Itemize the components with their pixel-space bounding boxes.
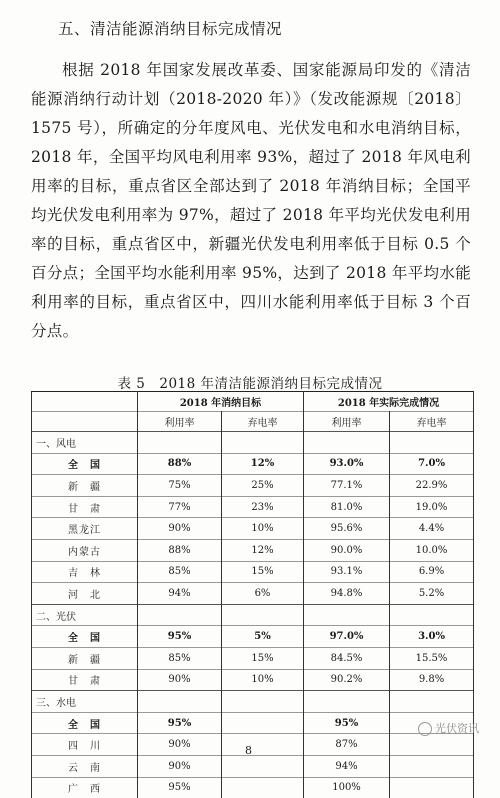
utilization-cell: 90% bbox=[138, 755, 222, 777]
region-name: 全 国 bbox=[32, 712, 138, 734]
region-name: 四 川 bbox=[32, 734, 138, 756]
curtailment-cell: 4.4% bbox=[390, 518, 474, 540]
table-row bbox=[32, 475, 474, 497]
table-row bbox=[32, 669, 474, 691]
curtailment-cell bbox=[222, 755, 304, 777]
empty-cell bbox=[390, 432, 474, 454]
table-row bbox=[32, 453, 474, 475]
curtailment-cell: 9.8% bbox=[390, 669, 474, 691]
section-title: 一、风电 bbox=[32, 432, 138, 454]
utilization-cell: 95.6% bbox=[304, 518, 390, 540]
region-name: 甘 肃 bbox=[32, 669, 138, 691]
utilization-cell: 93.1% bbox=[304, 561, 390, 583]
utilization-cell: 77.1% bbox=[304, 475, 390, 497]
section-row bbox=[32, 691, 474, 713]
curtailment-cell bbox=[222, 777, 304, 798]
utilization-cell: 77% bbox=[138, 496, 222, 518]
curtailment-cell: 5.2% bbox=[390, 583, 474, 605]
watermark-text: 光伏资讯 bbox=[435, 722, 479, 735]
header-blank-cell bbox=[32, 412, 138, 432]
table-row bbox=[32, 561, 474, 583]
region-name: 新 疆 bbox=[32, 647, 138, 669]
utilization-cell: 94% bbox=[138, 583, 222, 605]
utilization-cell: 97.0% bbox=[304, 626, 390, 648]
table-caption: 表 5 2018 年清洁能源消纳目标完成情况 bbox=[117, 376, 383, 392]
utilization-cell: 94.8% bbox=[304, 583, 390, 605]
empty-cell bbox=[304, 691, 390, 713]
curtailment-cell bbox=[222, 734, 304, 756]
empty-cell bbox=[222, 691, 304, 713]
curtailment-cell bbox=[222, 712, 304, 734]
curtailment-cell: 23% bbox=[222, 496, 304, 518]
table-row bbox=[32, 496, 474, 518]
table-sub-header-row bbox=[32, 412, 474, 432]
utilization-cell: 84.5% bbox=[304, 647, 390, 669]
curtailment-cell: 6.9% bbox=[390, 561, 474, 583]
subheader-curtailment: 弃电率 bbox=[222, 412, 304, 432]
region-name: 全 国 bbox=[32, 626, 138, 648]
table-row bbox=[32, 755, 474, 777]
consumption-target-table bbox=[31, 391, 474, 798]
table-row bbox=[32, 626, 474, 648]
table-row bbox=[32, 583, 474, 605]
region-name: 云 南 bbox=[32, 755, 138, 777]
section-title: 二、光伏 bbox=[32, 604, 138, 626]
utilization-cell: 95% bbox=[138, 626, 222, 648]
utilization-cell: 95% bbox=[138, 712, 222, 734]
utilization-cell: 75% bbox=[138, 475, 222, 497]
utilization-cell: 95% bbox=[138, 777, 222, 798]
curtailment-cell: 5% bbox=[222, 626, 304, 648]
curtailment-cell: 6% bbox=[222, 583, 304, 605]
utilization-cell: 90.0% bbox=[304, 539, 390, 561]
utilization-cell: 100% bbox=[304, 777, 390, 798]
utilization-cell: 85% bbox=[138, 647, 222, 669]
section-row bbox=[32, 432, 474, 454]
curtailment-cell: 7.0% bbox=[390, 453, 474, 475]
utilization-cell: 90% bbox=[138, 669, 222, 691]
curtailment-cell: 19.0% bbox=[390, 496, 474, 518]
empty-cell bbox=[138, 691, 222, 713]
curtailment-cell: 10% bbox=[222, 669, 304, 691]
wechat-icon bbox=[418, 722, 432, 736]
curtailment-cell: 25% bbox=[222, 475, 304, 497]
empty-cell bbox=[138, 604, 222, 626]
section-row bbox=[32, 604, 474, 626]
page-number: 8 bbox=[245, 744, 252, 757]
curtailment-cell bbox=[390, 734, 474, 756]
curtailment-cell: 10.0% bbox=[390, 539, 474, 561]
utilization-cell: 88% bbox=[138, 453, 222, 475]
subheader-utilization: 利用率 bbox=[304, 412, 390, 432]
curtailment-cell: 22.9% bbox=[390, 475, 474, 497]
curtailment-cell: 10% bbox=[222, 518, 304, 540]
curtailment-cell bbox=[390, 755, 474, 777]
utilization-cell: 90% bbox=[138, 734, 222, 756]
table-row bbox=[32, 539, 474, 561]
utilization-cell: 90% bbox=[138, 518, 222, 540]
curtailment-cell: 15% bbox=[222, 647, 304, 669]
utilization-cell: 93.0% bbox=[304, 453, 390, 475]
utilization-cell: 88% bbox=[138, 539, 222, 561]
empty-cell bbox=[222, 432, 304, 454]
region-name: 河 北 bbox=[32, 583, 138, 605]
curtailment-cell: 12% bbox=[222, 539, 304, 561]
header-actual: 2018 年实际完成情况 bbox=[304, 392, 474, 412]
region-name: 全 国 bbox=[32, 453, 138, 475]
table-row bbox=[32, 734, 474, 756]
utilization-cell: 95% bbox=[304, 712, 390, 734]
subheader-curtailment: 弃电率 bbox=[390, 412, 474, 432]
curtailment-cell: 3.0% bbox=[390, 626, 474, 648]
region-name: 黑龙江 bbox=[32, 518, 138, 540]
section-heading: 五、清洁能源消纳目标完成情况 bbox=[58, 20, 283, 38]
utilization-cell: 87% bbox=[304, 734, 390, 756]
watermark bbox=[418, 720, 479, 736]
region-name: 内蒙古 bbox=[32, 539, 138, 561]
utilization-cell: 85% bbox=[138, 561, 222, 583]
region-name: 新 疆 bbox=[32, 475, 138, 497]
utilization-cell: 90.2% bbox=[304, 669, 390, 691]
table-row bbox=[32, 518, 474, 540]
curtailment-cell: 15% bbox=[222, 561, 304, 583]
curtailment-cell: 12% bbox=[222, 453, 304, 475]
empty-cell bbox=[390, 691, 474, 713]
region-name: 广 西 bbox=[32, 777, 138, 798]
empty-cell bbox=[304, 432, 390, 454]
table-group-header-row bbox=[32, 392, 474, 412]
region-name: 甘 肃 bbox=[32, 496, 138, 518]
table-row bbox=[32, 647, 474, 669]
region-name: 吉 林 bbox=[32, 561, 138, 583]
utilization-cell: 94% bbox=[304, 755, 390, 777]
curtailment-cell: 15.5% bbox=[390, 647, 474, 669]
subheader-utilization: 利用率 bbox=[138, 412, 222, 432]
empty-cell bbox=[222, 604, 304, 626]
table-row bbox=[32, 777, 474, 798]
curtailment-cell bbox=[390, 777, 474, 798]
empty-cell bbox=[138, 432, 222, 454]
header-target: 2018 年消纳目标 bbox=[138, 392, 304, 412]
body-paragraph: 根据 2018 年国家发展改革委、国家能源局印发的《清洁能源消纳行动计划（2018-2020 年）》（发改能源规〔2018〕1575 号），所确定的分年度风电、光伏发电和水电消纳目标，2018 年，全国平均风电利用率 93%，超过了 2018 年风电利用率的目标，重点省区全部达到了 2018 年消纳目标；全国平均光伏发电利用率为 97%，超过了 2018 年平均光伏发电利用率的目标，重点省区中，新疆光伏发电利用率低于目标 0.5 个百分点；全国平均水能利用率 95%，达到了 2018 年平均水能利用率的目标，重点省区中，四川水能利用率低于目标 3 个百分点。 bbox=[31, 61, 471, 340]
table-row bbox=[32, 712, 474, 734]
utilization-cell: 81.0% bbox=[304, 496, 390, 518]
section-title: 三、水电 bbox=[32, 691, 138, 713]
empty-cell bbox=[390, 604, 474, 626]
header-blank-cell bbox=[32, 392, 138, 412]
empty-cell bbox=[304, 604, 390, 626]
